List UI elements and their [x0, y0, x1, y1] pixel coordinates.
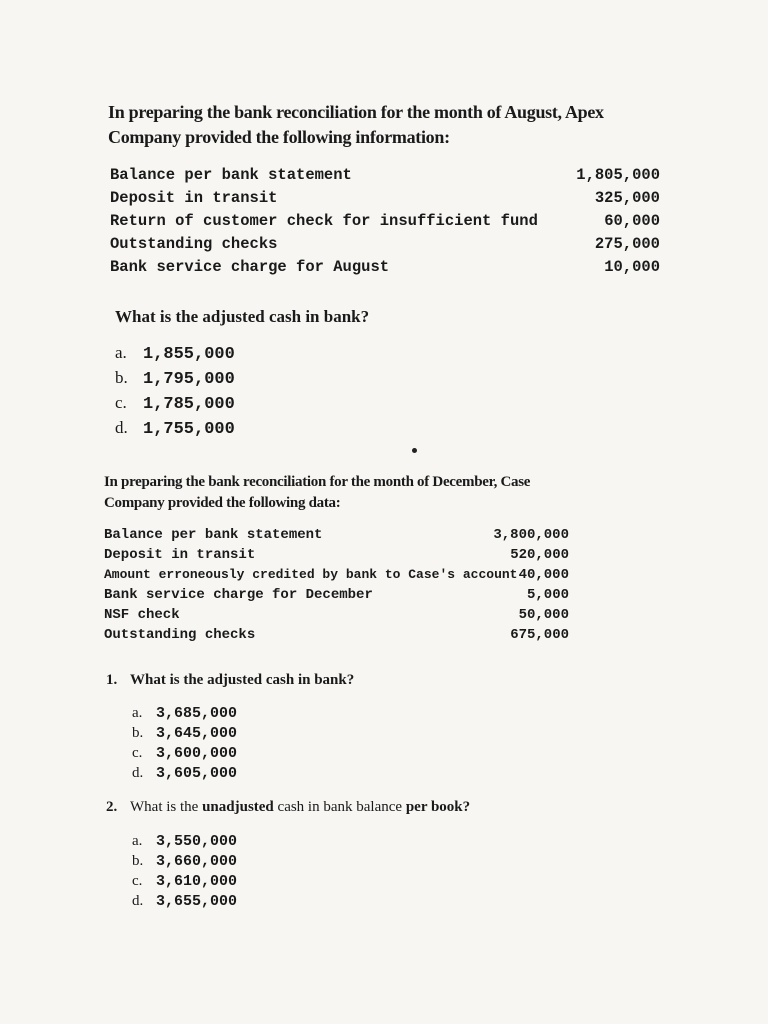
item-amount: 50,000: [518, 607, 569, 623]
problem2-q1: [106, 672, 354, 689]
question-text-middle: cash in bank balance: [273, 799, 406, 815]
question-number: 2.: [106, 799, 118, 815]
problem1-item: [110, 210, 660, 233]
item-amount: 325,000: [594, 189, 660, 207]
problem2-item: [104, 565, 569, 585]
item-label: Deposit in transit: [104, 547, 256, 563]
option-letter: a.: [132, 705, 143, 721]
option-value: 1,855,000: [143, 345, 235, 364]
question-text-emphasis-2: per book?: [405, 799, 471, 815]
option-letter: a.: [132, 833, 143, 849]
item-amount: 60,000: [604, 212, 660, 230]
option-row: [132, 851, 237, 871]
option-letter: c.: [132, 745, 143, 761]
option-value: 1,755,000: [143, 420, 235, 439]
question-text-after: cash in bank?: [262, 672, 355, 688]
problem1-question: What is the adjusted cash in bank?: [115, 307, 370, 326]
problem2-item: [104, 625, 569, 645]
item-label: Outstanding checks: [110, 235, 278, 253]
option-value: 1,785,000: [143, 395, 235, 414]
problem2-q1-options: [132, 703, 237, 783]
problem1-options: [115, 340, 235, 440]
problem1-intro-line1: In preparing the bank reconciliation for the month of August, Apex: [108, 102, 604, 122]
option-row: [132, 763, 237, 783]
problem1-item: [110, 187, 660, 210]
question-text-emphasis: adjusted: [207, 672, 263, 688]
problem2-item: [104, 585, 569, 605]
option-row: [132, 703, 237, 723]
option-row: [115, 390, 235, 415]
item-amount: 520,000: [510, 547, 569, 563]
option-value: 3,645,000: [156, 725, 238, 742]
problem2-q2: [106, 799, 470, 816]
problem1-item: [110, 233, 660, 256]
option-value: 3,685,000: [156, 705, 238, 722]
option-letter: d.: [115, 418, 128, 437]
problem2-intro-line2: Company provided the following data:: [104, 495, 341, 511]
option-row: [132, 871, 237, 891]
option-row: [132, 831, 237, 851]
item-amount: 275,000: [594, 235, 660, 253]
option-letter: c.: [115, 393, 127, 412]
item-label: Outstanding checks: [104, 627, 256, 643]
problem2-q2-options: [132, 831, 237, 911]
option-value: 3,660,000: [156, 853, 238, 870]
item-label: NSF check: [104, 607, 180, 623]
option-row: [115, 340, 235, 365]
option-letter: b.: [115, 368, 128, 387]
question-text-before: What is the: [130, 799, 203, 815]
option-value: 1,795,000: [143, 370, 235, 389]
problem2-item: [104, 605, 569, 625]
item-amount: 3,800,000: [493, 527, 569, 543]
option-letter: d.: [132, 765, 144, 781]
question-text-before: What is the: [130, 672, 208, 688]
item-amount: 40,000: [518, 567, 569, 583]
option-value: 3,610,000: [156, 873, 238, 890]
problem1-item: [110, 256, 660, 279]
option-letter: c.: [132, 873, 143, 889]
problem2-intro-line1: In preparing the bank reconciliation for the month of December, Case: [104, 474, 531, 490]
option-value: 3,605,000: [156, 765, 238, 782]
problem2-items: [104, 525, 569, 645]
item-label: Bank service charge for December: [104, 587, 373, 603]
option-row: [132, 891, 237, 911]
item-label: Balance per bank statement: [104, 527, 323, 543]
option-letter: b.: [132, 725, 144, 741]
item-amount: 10,000: [604, 258, 660, 276]
item-amount: 5,000: [526, 587, 569, 603]
problem2-item: [104, 525, 569, 545]
option-value: 3,550,000: [156, 833, 238, 850]
option-letter: d.: [132, 893, 144, 909]
option-row: [115, 415, 235, 440]
question-text-emphasis: unadjusted: [202, 799, 274, 815]
option-value: 3,600,000: [156, 745, 238, 762]
item-label: Amount erroneously credited by bank to Case's account: [104, 567, 518, 582]
item-amount: 675,000: [510, 627, 569, 643]
option-letter: a.: [115, 343, 127, 362]
option-row: [132, 723, 237, 743]
question-number: 1.: [106, 672, 118, 688]
item-label: Bank service charge for August: [110, 258, 390, 276]
problem2-item: [104, 545, 569, 565]
option-letter: b.: [132, 853, 144, 869]
item-label: Return of customer check for insufficient fund: [110, 212, 538, 230]
stray-dot: [412, 448, 417, 453]
problem1-intro-line2: Company provided the following information:: [108, 127, 450, 147]
item-label: Deposit in transit: [110, 189, 278, 207]
option-row: [132, 743, 237, 763]
problem1-item: [110, 164, 660, 187]
option-row: [115, 365, 235, 390]
problem1-items: [110, 164, 660, 279]
option-value: 3,655,000: [156, 893, 238, 910]
item-label: Balance per bank statement: [110, 166, 352, 184]
item-amount: 1,805,000: [576, 166, 660, 184]
